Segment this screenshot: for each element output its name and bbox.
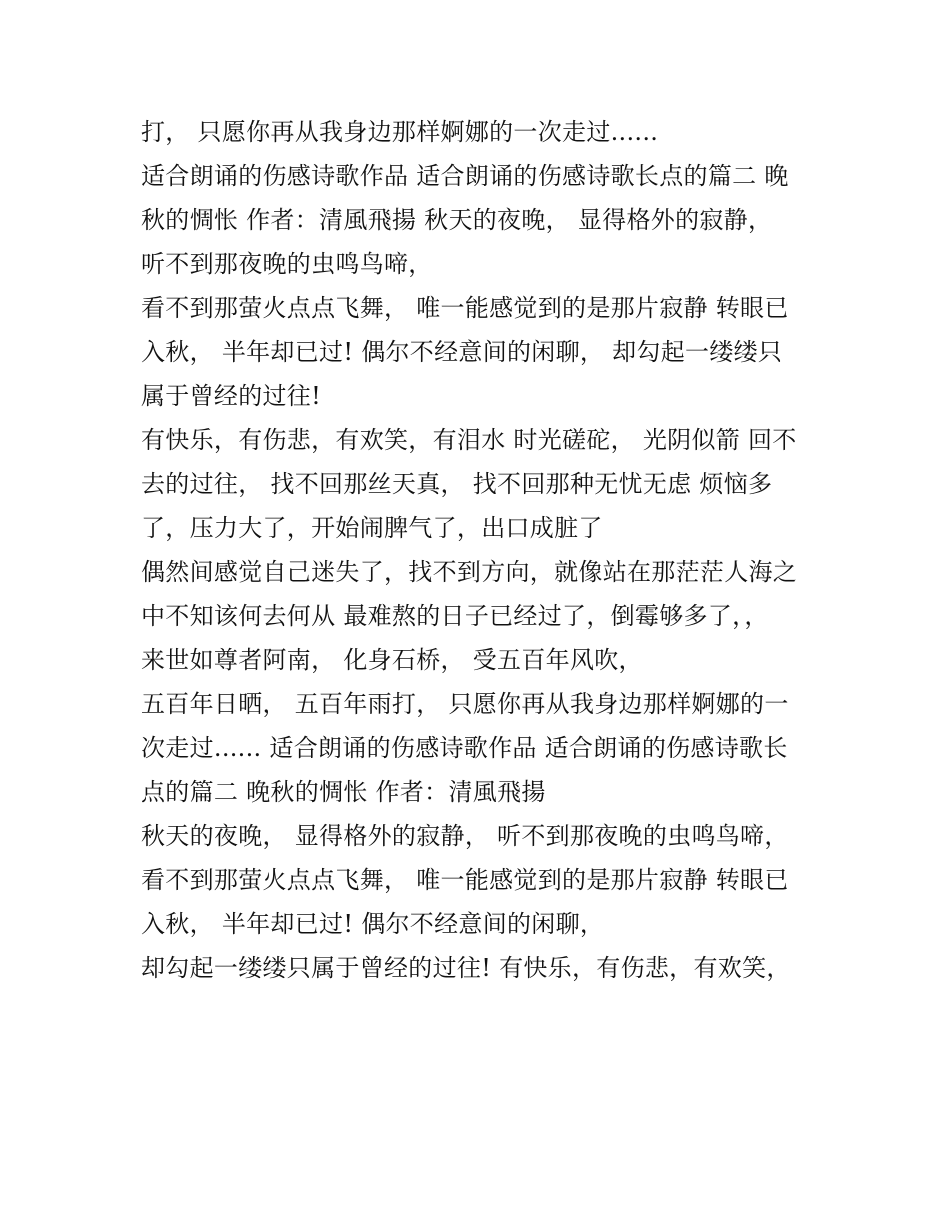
text-line: 听不到那夜晚的虫鸣鸟啼， <box>141 250 433 278</box>
text-line: 点的篇二 晚秋的惆怅 作者：清風飛揚 <box>141 778 546 806</box>
text-line: 秋的惆怅 作者：清風飛揚 秋天的夜晚， 显得格外的寂静， <box>141 206 773 234</box>
text-line: 次走过...... 适合朗诵的伤感诗歌作品 适合朗诵的伤感诗歌长 <box>141 734 788 762</box>
text-line: 看不到那萤火点点飞舞， 唯一能感觉到的是那片寂静 转眼已 <box>141 866 789 894</box>
text-line: 入秋， 半年却已过! 偶尔不经意间的闲聊， <box>141 910 605 938</box>
text-line: 有快乐，有伤悲，有欢笑，有泪水 时光磋砣， 光阴似箭 回不 <box>141 426 797 454</box>
text-line: 五百年日晒， 五百年雨打， 只愿你再从我身边那样婀娜的一 <box>141 690 789 718</box>
text-line: 却勾起一缕缕只属于曾经的过往! 有快乐，有伤悲，有欢笑， <box>141 954 791 982</box>
text-line: 看不到那萤火点点飞舞， 唯一能感觉到的是那片寂静 转眼已 <box>141 294 789 322</box>
text-line: 偶然间感觉自己迷失了，找不到方向，就像站在那茫茫人海之 <box>141 558 798 586</box>
poem-text-block <box>141 110 841 990</box>
text-line: 属于曾经的过往! <box>141 382 322 410</box>
text-line: 来世如尊者阿南， 化身石桥， 受五百年风吹， <box>141 646 643 674</box>
text-line: 入秋， 半年却已过! 偶尔不经意间的闲聊， 却勾起一缕缕只 <box>141 338 783 366</box>
text-line: 去的过往， 找不回那丝天真， 找不回那种无忧无虑 烦恼多 <box>141 470 773 498</box>
text-line: 打， 只愿你再从我身边那样婀娜的一次走过...... <box>141 118 659 146</box>
text-line: 适合朗诵的伤感诗歌作品 适合朗诵的伤感诗歌长点的篇二 晚 <box>141 162 789 190</box>
text-line: 秋天的夜晚， 显得格外的寂静， 听不到那夜晚的虫鸣鸟啼， <box>141 822 789 850</box>
text-line: 中不知该何去何从 最难熬的日子已经过了，倒霉够多了，， <box>141 602 769 630</box>
text-line: 了，压力大了，开始闹脾气了，出口成脏了 <box>141 514 603 542</box>
